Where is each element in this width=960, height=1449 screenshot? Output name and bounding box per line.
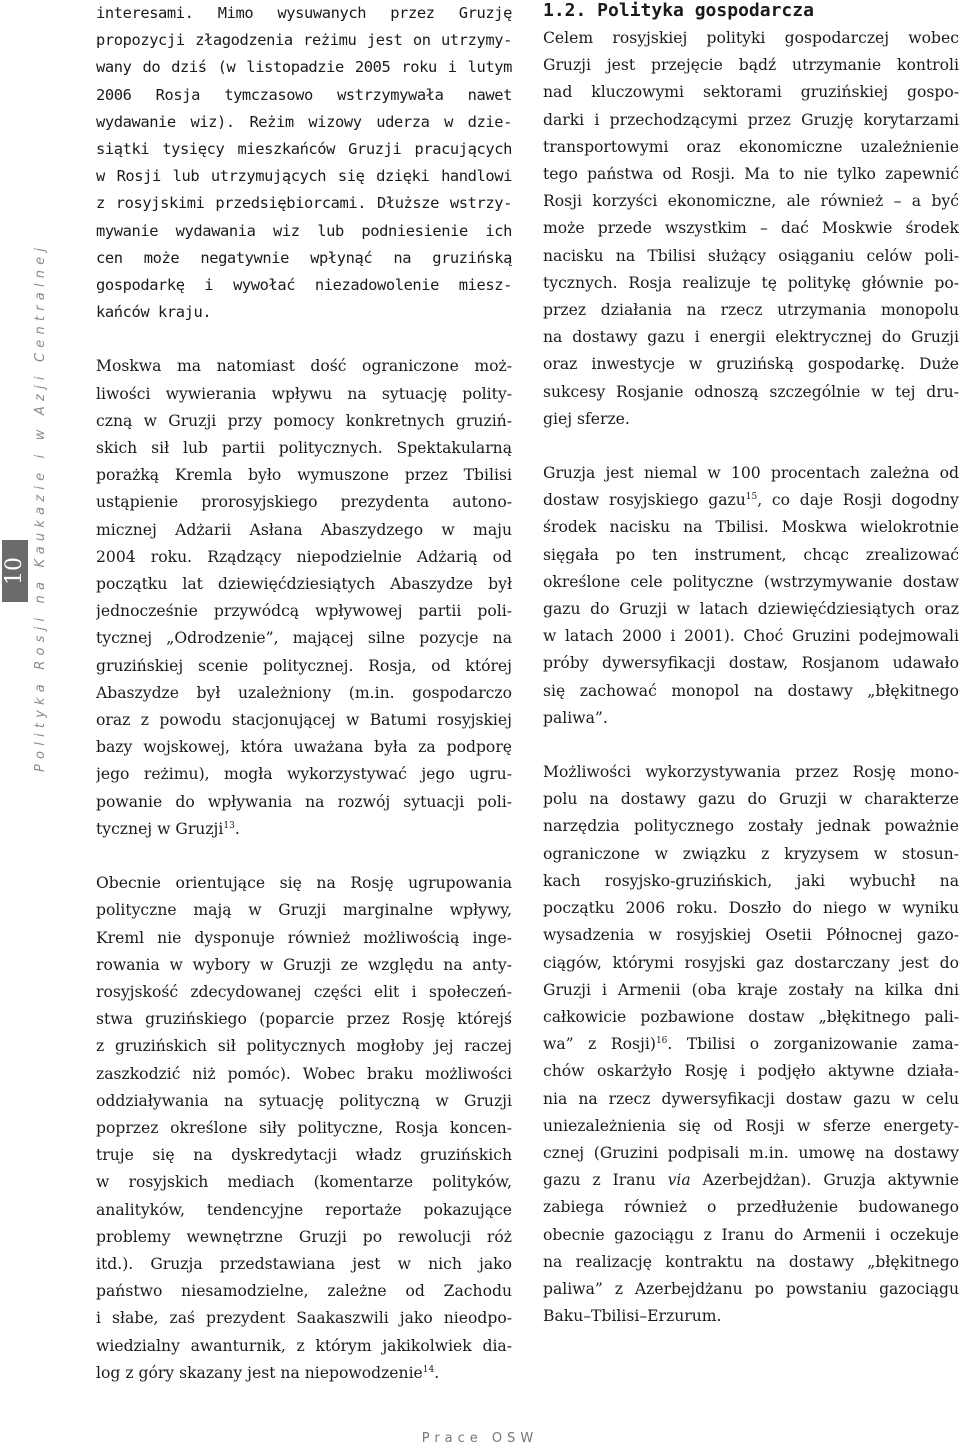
text-line: gazu do Gruzji w latach dziewięćdziesiątych oraz (543, 600, 959, 619)
text-line: próby dywersyfikacji dostaw, Rosjanom udawało (543, 654, 959, 673)
text-line: uniezależnienia się od Rosji w sferze energety- (543, 1116, 959, 1135)
text-line: całkowicie pozbawione dostaw „błękitnego pali- (543, 1007, 959, 1026)
text-line: początku 2006 roku. Doszło do niego w wyniku (543, 899, 959, 918)
text-line: Gruzja jest niemal w 100 procentach zależna od (543, 464, 959, 483)
text-line: nacisku na Tbilisi służący osiąganiu celów poli- (543, 246, 959, 265)
left-column (96, 0, 512, 1387)
text-segment: wa” z Rosji) (543, 1035, 656, 1054)
text-line: narzędzia politycznego zostały jednak poważnie (543, 817, 959, 836)
text-line: przez działania na rzecz utrzymania monopolu (543, 301, 959, 320)
text-segment: , co daje Rosji dogodny (757, 491, 959, 510)
text-line: nia na rzecz dywersyfikacji dostaw gazu w celu (543, 1089, 959, 1108)
text-line: oraz inwestycje w gruzińską gospodarkę. Duże (543, 355, 959, 374)
text-line: obecnie gazociągu z Iranu do Armenii i oczekuje (543, 1225, 959, 1244)
text-line: ograniczone w związku z kryzysem w stosun- (543, 844, 959, 863)
text-line: skich sił lub partii politycznych. Spektakularną (96, 439, 512, 458)
page-number-box (2, 540, 28, 602)
text-line: na dostawy gazu i energii elektrycznej do Gruzji (543, 328, 959, 347)
text-line: propozycji złagodzenia reżimu jest on utrzymy- (96, 31, 512, 50)
text-line: Celem rosyjskiej polityki gospodarczej wobec (543, 29, 959, 47)
text-line: cen może negatywnie wpłynąć na gruzińską (96, 248, 512, 267)
text-line: micznej Adżarii Asłana Abaszydzego w maju (96, 520, 512, 539)
text-line (543, 1031, 959, 1058)
text-line: z rosyjskimi przedsiębiorcami. Dłuższe wstrzy- (96, 194, 512, 213)
text-segment: log z góry skazany jest na niepowodzenie (96, 1363, 423, 1382)
text-line: i słabe, zaś prezydent Saakaszwili jako nieodpo- (96, 1309, 512, 1328)
footnote-marker: 14 (422, 1364, 435, 1375)
right-paragraph-1 (543, 25, 959, 433)
text-line: giej sferze. (543, 409, 630, 428)
text-line: rowania w wybory w Gruzji ze względu na anty- (96, 955, 512, 974)
text-line: zabiega również o przedłużenie budowanego (543, 1198, 959, 1217)
text-line: gospodarkę i wywołać niezadowolenie miesz- (96, 276, 512, 295)
text-line: oddziaływania na sytuację polityczną w Gruzji (96, 1091, 512, 1110)
text-line: powanie do wpływania na rozwój sytuacji poli- (96, 792, 512, 811)
text-line: kach rosyjsko-gruzińskich, jaki wybuchł na (543, 871, 959, 890)
text-line (96, 816, 512, 843)
text-segment: tycznej w Gruzji (96, 819, 224, 838)
text-line: Gruzji i Armenii (oba kraje zostały na kilka dni (543, 980, 959, 999)
text-segment: . (234, 819, 240, 838)
left-paragraph-2 (96, 353, 512, 843)
section-heading: 1.2. Polityka gospodarcza (543, 0, 814, 21)
text-line: Rosji korzyści ekonomiczne, ale również – a być (543, 192, 959, 211)
text-segment: Azerbejdżan). Gruzja aktywnie (690, 1171, 959, 1190)
text-line: analityków, tendencyjne reportaże pokazujące (96, 1200, 512, 1219)
text-segment: gazu z Iranu (543, 1171, 668, 1190)
text-segment: via (667, 1171, 691, 1190)
text-line: wydawanie wiz). Reżim wizowy uderza w dzie- (96, 112, 512, 131)
text-line: początku lat dziewięćdziesiątych Abaszydze był (96, 575, 512, 594)
page-number: 10 (2, 557, 27, 585)
text-line: poprzez określone siły polityczne, Rosja koncen- (96, 1118, 512, 1137)
running-title: Polityka Rosji na Kaukazie i w Azji Centralnej (33, 242, 48, 772)
text-line (543, 1167, 959, 1194)
text-line: tego państwa od Rosji. Ma to nie tylko zapewnić (543, 165, 959, 184)
text-segment: dostaw rosyjskiego gazu (543, 491, 746, 510)
text-line: wiedzialny awanturnik, z którym jakikolwiek dia- (96, 1336, 512, 1355)
text-line: czne​j (Gruzini podpisali m.in. umowę na dostawy (543, 1143, 959, 1162)
text-line: paliwa”. (543, 708, 608, 727)
text-line: środek nacisku na Tbilisi. Moskwa wielokrotnie (543, 518, 959, 537)
text-line: Abaszydze był uzależniony (m.in. gospodarczo (96, 683, 512, 702)
text-line: nad kluczowymi sektorami gruzińskiej gospo- (543, 83, 959, 102)
text-line: zaszkodzić niż pomóc). Wobec braku możliwości (96, 1064, 512, 1083)
text-line: transportowymi oraz ekonomiczne uzależnienie (543, 137, 959, 156)
right-paragraph-2 (543, 460, 959, 732)
text-line: 2004 roku. Rządzący niepodzielnie Adżarią od (96, 547, 512, 566)
text-line: polityczne mają w Gruzji marginalne wpływy, (96, 901, 512, 920)
text-line: określone cele polityczne (wstrzymywanie dostaw (543, 572, 959, 591)
text-line: itd.). Gruzja przedstawiana jest w nich jako (96, 1254, 512, 1273)
footnote-marker: 16 (655, 1035, 668, 1046)
text-line: sukcesy Rosjanie odnoszą szczególnie w tej dru- (543, 382, 959, 401)
text-line: sięgała po ten instrument, chcąc zrealizować (543, 545, 959, 564)
text-line: ustąpienie prorosyjskiego prezydenta autono- (96, 493, 512, 512)
text-line: siątki tysięcy mieszkańców Gruzji pracujących (96, 140, 512, 159)
text-line: jego reżimu), mogła wykorzystywać jego ugru- (96, 765, 512, 784)
text-line: oraz z powodu stacjonującej w Batumi rosyjskiej (96, 711, 512, 730)
text-line: się zachować monopol na dostawy „błękitnego (543, 681, 959, 700)
text-line: w latach 2000 i 2001). Choć Gruzini podejmowali (543, 627, 959, 646)
text-line: Baku–Tbilisi–Erzurum. (543, 1307, 722, 1326)
text-line (543, 487, 959, 514)
text-line: interesami. Mimo wysuwanych przez Gruzję (96, 4, 512, 22)
text-line: porażką Kremla było wymuszone przez Tbilisi (96, 466, 512, 485)
text-line: Możliwości wykorzystywania przez Rosję mono- (543, 763, 959, 782)
text-line: mywanie wydawania wiz lub podniesienie ich (96, 221, 512, 240)
text-line: jednocześnie przywódcą wpływowej partii poli- (96, 602, 512, 621)
text-line: państwo niesamodzielne, zależne od Zachodu (96, 1282, 512, 1301)
text-line: polu na dostawy gazu do Gruzji w charakterze (543, 790, 959, 809)
text-line: gruzińskiej scenie politycznej. Rosja, od której (96, 656, 512, 675)
text-line: truje się na dyskredytacji władz gruzińskich (96, 1146, 512, 1165)
text-line: rosyjskość zdecydowanej części elit i społeczeń- (96, 982, 512, 1001)
text-line: czną w Gruzji przy pomocy konkretnych gruziń- (96, 411, 512, 430)
sidebar (0, 0, 60, 1449)
text-line: problemy wewnętrzne Gruzji po rewolucji róż (96, 1227, 512, 1246)
text-line: tycznych. Rosja realizuje tę politykę głównie po- (543, 273, 959, 292)
text-line: Kreml nie dysponuje również możliwością inge- (96, 928, 512, 947)
footnote-marker: 15 (745, 492, 758, 503)
text-line: 2006 Rosja tymczasowo wstrzymywała nawet (96, 85, 512, 104)
text-line: w rosyjskich mediach (komentarze polityków, (96, 1173, 512, 1192)
text-line: wysadzenia w rosyjskiej Osetii Północnej gazo- (543, 926, 959, 945)
text-line: Moskwa ma natomiast dość ograniczone moż- (96, 357, 512, 376)
right-column (543, 0, 959, 1330)
text-line: Obecnie orientujące się na Rosję ugrupowania (96, 874, 512, 893)
left-paragraph-1 (96, 0, 512, 326)
text-line: z gruzińskich sił politycznych mogłoby jej raczej (96, 1037, 512, 1056)
text-line (96, 1360, 512, 1387)
text-line: darki i przechodzącymi przez Gruzję korytarzami (543, 110, 959, 129)
text-line: na realizację kontraktu na dostawy „błękitnego (543, 1252, 959, 1271)
text-line: bazy wojskowej, która uważana była za podporę (96, 738, 512, 757)
text-segment: . Tbilisi o zorganizowanie zama- (667, 1035, 959, 1054)
text-line: stwa gruzińskiego (poparcie przez Rosję którejś (96, 1010, 512, 1029)
text-line: paliwa” z Azerbejdżanu po powstaniu gazociągu (543, 1279, 959, 1298)
left-paragraph-3 (96, 870, 512, 1387)
footer: Prace OSW (421, 1431, 539, 1446)
text-line: ciągów, którymi rosyjski gaz dostarczany jest do (543, 953, 959, 972)
text-line: chów oskarżyło Rosję i podjęło aktywne działa- (543, 1062, 959, 1081)
text-segment: . (434, 1363, 440, 1382)
text-line: w Rosji lub utrzymujących się dzięki handlowi (96, 167, 512, 186)
text-line: liwości wywierania wpływu na sytuację polity- (96, 384, 512, 403)
text-line: kańców kraju. (96, 303, 212, 322)
footnote-marker: 13 (223, 820, 235, 831)
text-line: wany do dziś (w listopadzie 2005 roku i lutym (96, 58, 512, 77)
text-line: tycznej „Odrodzenie”, mającej silne pozycje na (96, 629, 512, 648)
text-line: może przede wszystkim – dać Moskwie środek (543, 219, 959, 238)
text-line: Gruzji jest przejęcie bądź utrzymanie kontroli (543, 56, 959, 75)
right-paragraph-3 (543, 759, 959, 1330)
